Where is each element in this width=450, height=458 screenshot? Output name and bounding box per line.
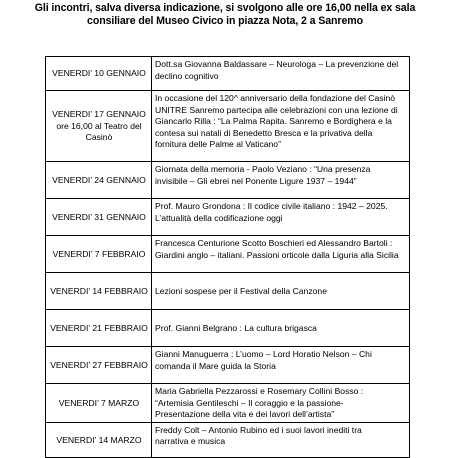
event-date: VENERDI’ 14 MARZO <box>46 422 152 457</box>
table-row <box>46 310 410 347</box>
table-row <box>46 57 410 91</box>
event-description: Prof. Gianni Belgrano : La cultura brigasca <box>152 310 410 347</box>
event-date: VENERDI’ 10 GENNAIO <box>46 57 152 91</box>
event-date: VENERDI’ 7 MARZO <box>46 384 152 423</box>
event-date: VENERDI’ 27 FEBBRAIO <box>46 347 152 384</box>
event-description: Lezioni sospese per il Festival della Canzone <box>152 273 410 310</box>
event-description: Maria Gabriella Pezzarossi e Rosemary Collini Bosso : “Artemisia Gentileschi – Il coraggio e la passione- Presentazione della vita e dei lavori dell’artista” <box>152 384 410 423</box>
event-description: Dott.sa Giovanna Baldassare – Neurologa – La prevenzione del declino cognitivo <box>152 57 410 91</box>
event-date: VENERDI’ 24 GENNAIO <box>46 162 152 199</box>
event-date: VENERDI’ 31 GENNAIO <box>46 199 152 236</box>
event-date: VENERDI’ 21 FEBBRAIO <box>46 310 152 347</box>
table-row <box>46 384 410 423</box>
table-row <box>46 347 410 384</box>
table-row <box>46 236 410 273</box>
intro-line-2: consiliare del Museo Civico in piazza Nota, 2 a Sanremo <box>87 15 363 27</box>
schedule-table <box>45 56 410 458</box>
event-description: Prof. Mauro Grondona : Il codice civile italiano : 1942 – 2025. L’attualità della codificazione oggi <box>152 199 410 236</box>
table-row <box>46 199 410 236</box>
event-description: Giornata della memoria - Paolo Veziano : “Una presenza invisibile – Gli ebrei nel Ponente Ligure 1937 – 1944” <box>152 162 410 199</box>
table-row <box>46 273 410 310</box>
event-description: Freddy Colt – Antonio Rubino ed i suoi lavori inediti tra narrativa e musica <box>152 422 410 457</box>
event-description: In occasione del 120^ anniversario della fondazione del Casinò UNITRE Sanremo partecipa alle celebrazioni con una lezione di Giancarlo Rilla : “La Palma Rapita. Sanremo e Bordighera e la contesa sui natali di Benedetto Bresca e la privativa della fornitura delle Palme al Vaticano” <box>152 91 410 162</box>
event-date: VENERDI’ 17 GENNAIO ore 16,00 al Teatro del Casinò <box>46 91 152 162</box>
event-description: Gianni Manuguerra : L’uomo – Lord Horatio Nelson – Chi comanda il Mare guida la Storia <box>152 347 410 384</box>
table-row <box>46 162 410 199</box>
intro-line-1: Gli incontri, salva diversa indicazione, si svolgono alle ore 16,00 nella ex sala <box>34 2 416 14</box>
table-row <box>46 91 410 162</box>
event-date: VENERDI’ 7 FEBBRAIO <box>46 236 152 273</box>
event-date: VENERDI’ 14 FEBBRAIO <box>46 273 152 310</box>
table-row <box>46 422 410 457</box>
intro-note <box>0 2 450 28</box>
event-description: Francesca Centurione Scotto Boschieri ed Alessandro Bartoli : Giardini anglo – italiani. Passioni orticole dalla Liguria alla Sicilia <box>152 236 410 273</box>
